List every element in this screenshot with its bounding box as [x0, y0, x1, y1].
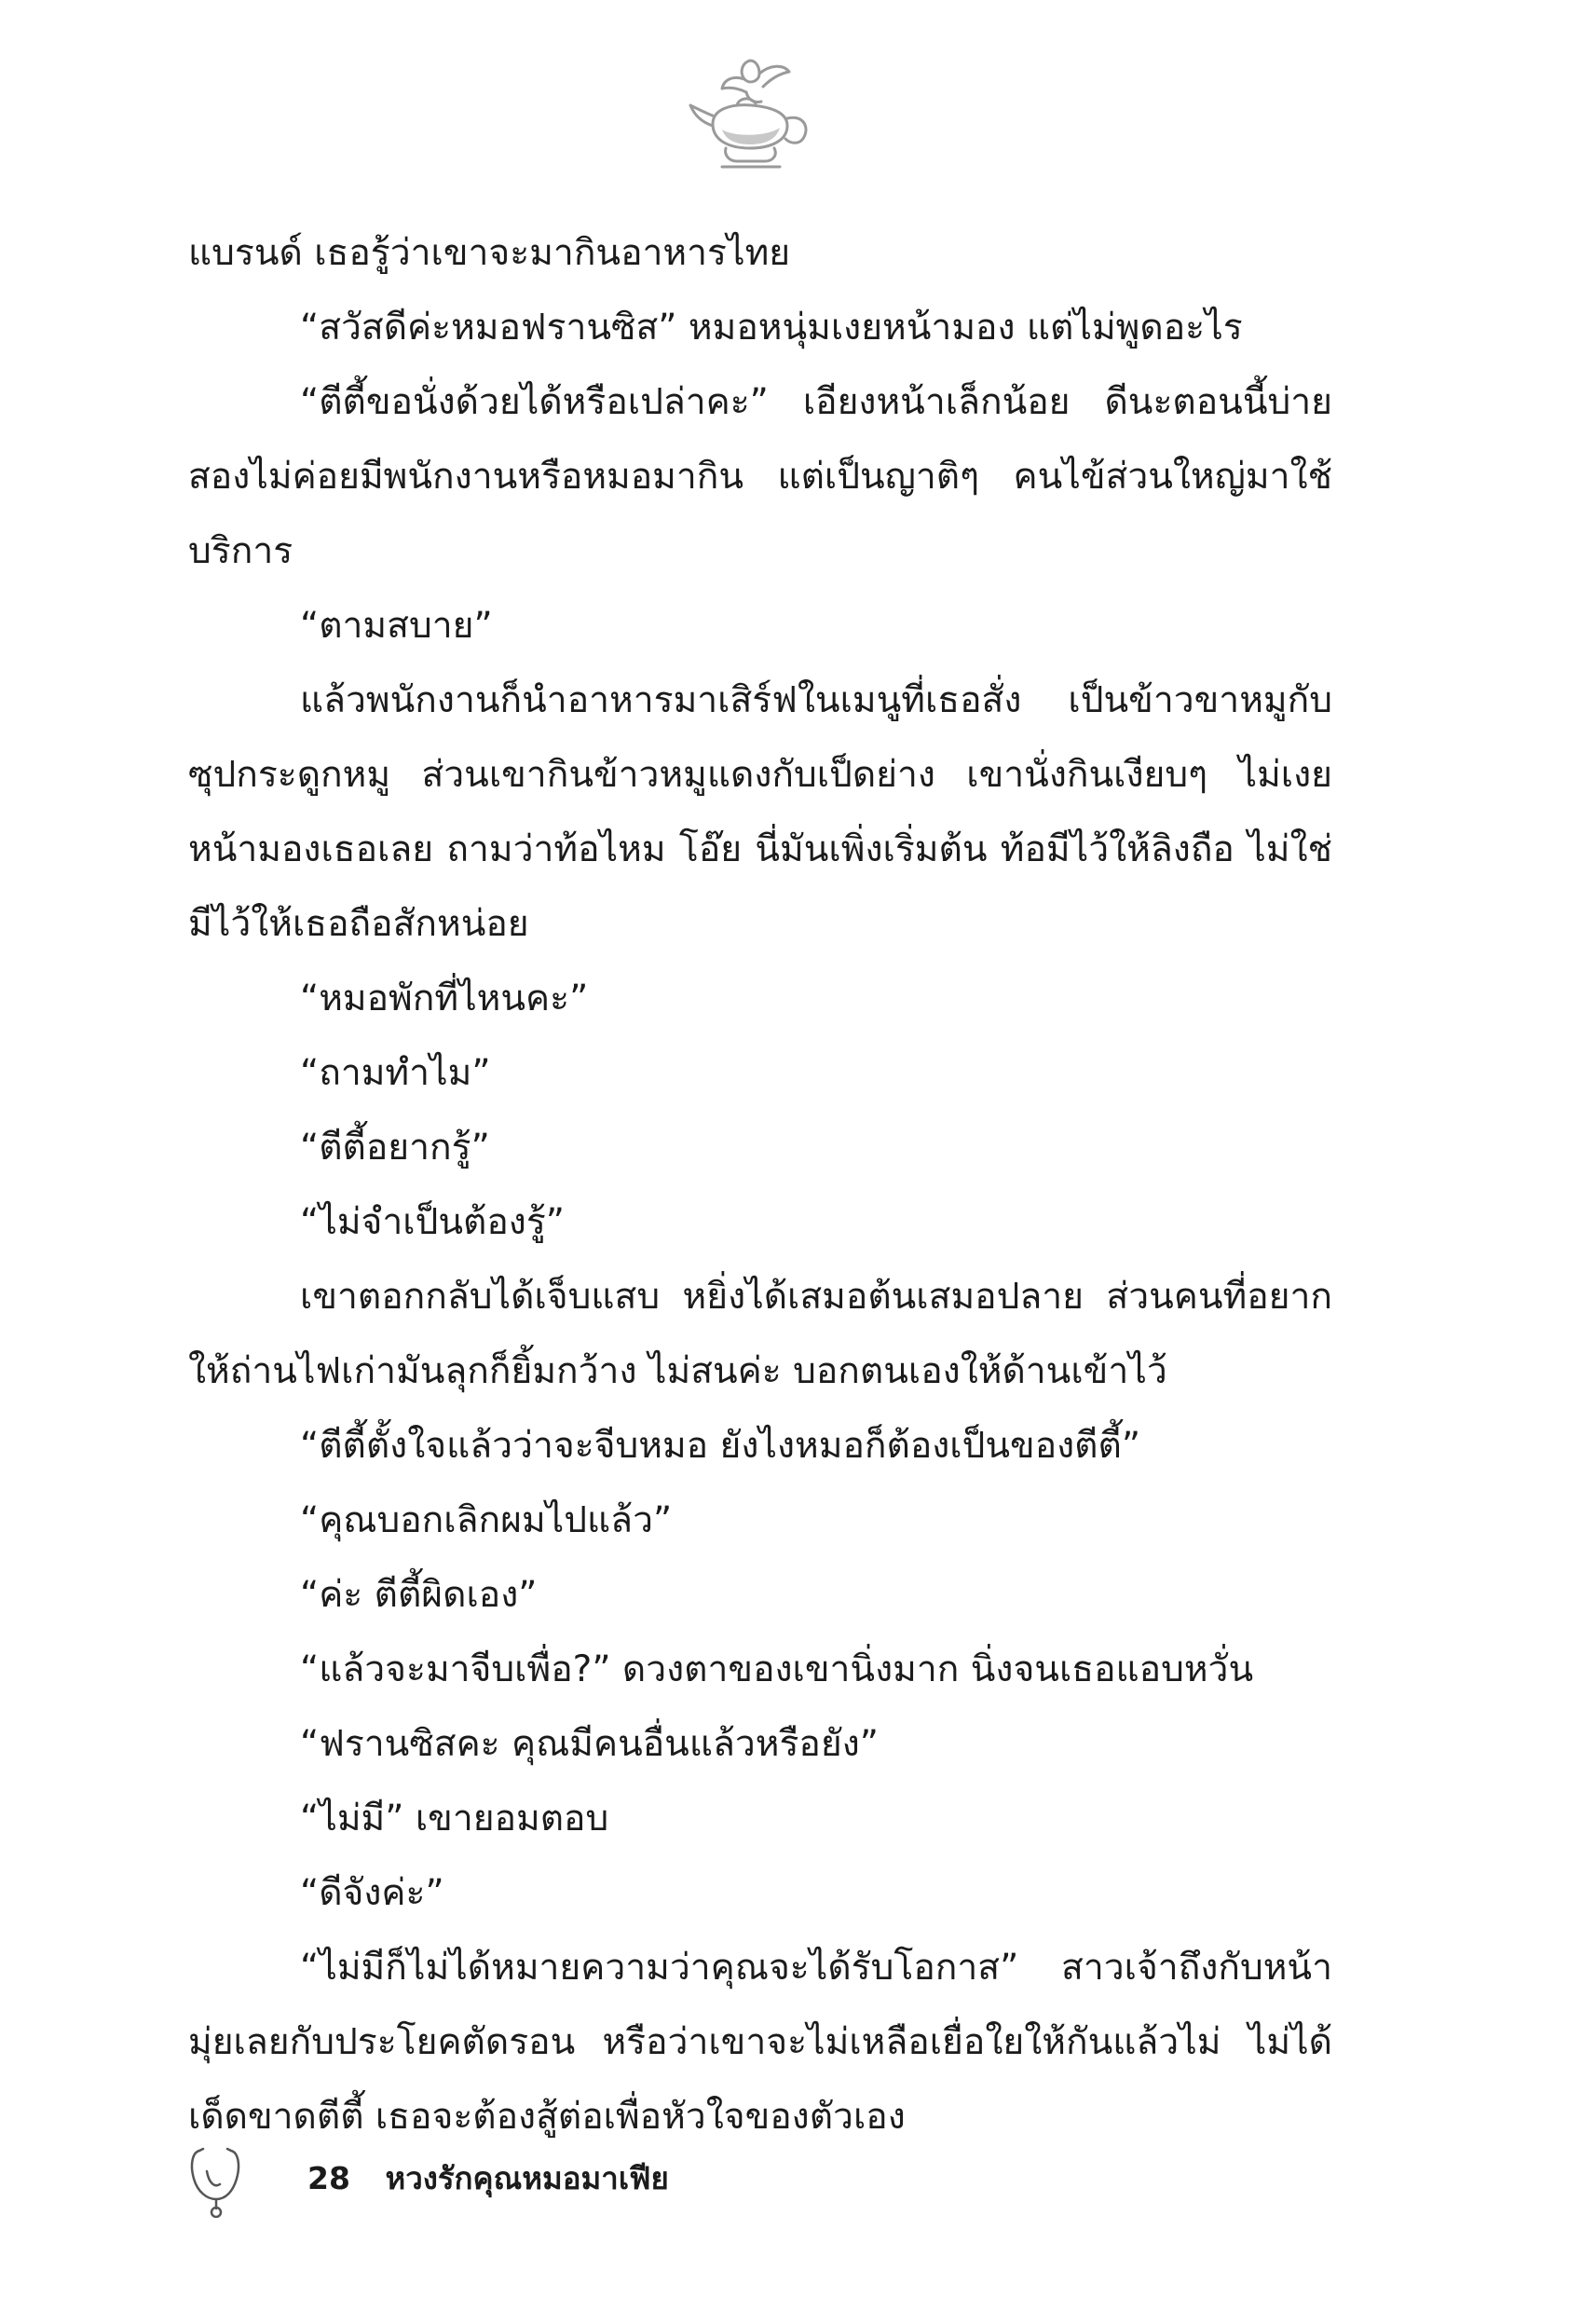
paragraph: “คุณบอกเลิกผมไปแล้ว”: [300, 1499, 673, 1541]
teapot-angel-ornament-icon: [685, 51, 815, 177]
paragraph: เขาตอกกลับได้เจ็บแสบ หยิ่งได้เสมอต้นเสมอปลาย ส่วนคนที่อยากให้ถ่านไฟเก่ามันลุกก็ยิ้มกว้าง ไม่สนค่ะ บอกตนเองให้ด้านเข้าไว้: [188, 1276, 1332, 1392]
paragraph: แล้วพนักงานก็นำอาหารมาเสิร์ฟในเมนูที่เธอสั่ง เป็นข้าวขาหมูกับซุปกระดูกหมู ส่วนเขากินข้าวหมูแดงกับเป็ดย่าง เขานั่งกินเงียบๆ ไม่เงยหน้ามองเธอเลย ถามว่าท้อไหม โอ๊ย นี่มันเพิ่งเริ่มต้น ท้อมีไว้ให้ลิงถือ ไม่ใช่มีไว้ให้เธอถือสักหน่อย: [188, 679, 1332, 945]
paragraph: “ไม่จำเป็นต้องรู้”: [300, 1201, 565, 1243]
paragraph: “ตีตี้ขอนั่งด้วยได้หรือเปล่าคะ” เอียงหน้าเล็กน้อย ดีนะตอนนี้บ่ายสองไม่ค่อยมีพนักงานหรือหมอมากิน แต่เป็นญาติๆ คนไข้ส่วนใหญ่มาใช้บริการ: [188, 381, 1332, 572]
book-title: หวงรักคุณหมอมาเฟีย: [385, 2160, 669, 2196]
chapter-body: [188, 216, 1332, 2154]
paragraph: “ตีตี้ตั้งใจแล้วว่าจะจีบหมอ ยังไงหมอก็ต้องเป็นของตีตี้”: [300, 1425, 1141, 1467]
footer-caption: [307, 2158, 669, 2199]
page-number: 28: [307, 2160, 350, 2196]
paragraph: “ไม่มี” เขายอมตอบ: [300, 1798, 609, 1839]
paragraph: “แล้วจะมาจีบเพื่อ?” ดวงตาของเขานิ่งมาก นิ่งจนเธอแอบหวั่น: [300, 1648, 1254, 1690]
paragraph: “ค่ะ ตีตี้ผิดเอง”: [300, 1574, 538, 1616]
paragraph: “ดีจังค่ะ”: [300, 1872, 444, 1914]
page-footer: [188, 2143, 1332, 2218]
paragraph: “ตีตี้อยากรู้”: [300, 1127, 490, 1169]
stethoscope-icon: [188, 2143, 248, 2218]
paragraph: “ไม่มีก็ไม่ได้หมายความว่าคุณจะได้รับโอกาส” สาวเจ้าถึงกับหน้ามุ่ยเลยกับประโยคตัดรอน หรือว่าเขาจะไม่เหลือเยื่อใยให้กันแล้วไม่ ไม่ได้เด็ดขาดตีตี้ เธอจะต้องสู้ต่อเพื่อหัวใจของตัวเอง: [188, 1947, 1332, 2138]
paragraph: “ถามทำไม”: [300, 1052, 491, 1094]
paragraph: “ตามสบาย”: [300, 605, 493, 647]
paragraph: “หมอพักที่ไหนคะ”: [300, 978, 589, 1019]
paragraph: แบรนด์ เธอรู้ว่าเขาจะมากินอาหารไทย: [188, 232, 791, 274]
paragraph: “สวัสดีค่ะหมอฟรานซิส” หมอหนุ่มเงยหน้ามอง แต่ไม่พูดอะไร: [300, 307, 1243, 349]
paragraph: “ฟรานซิสคะ คุณมีคนอื่นแล้วหรือยัง”: [300, 1723, 879, 1765]
